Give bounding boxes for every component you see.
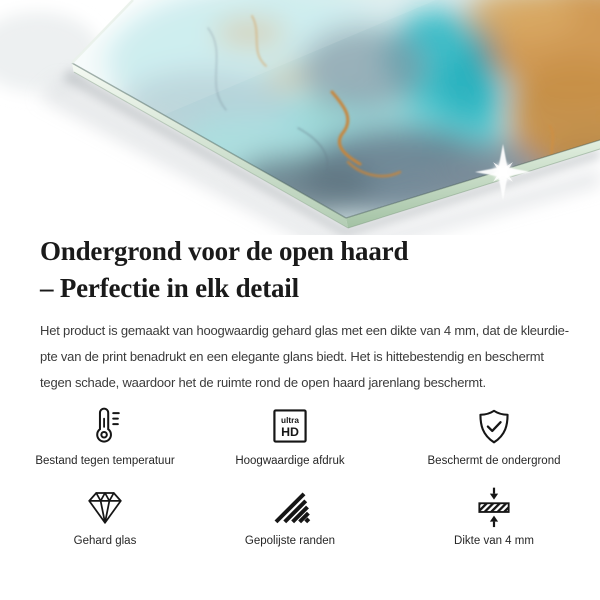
page-title-line2: – Perfectie in elk detail <box>40 273 299 303</box>
feature-label: Hoogwaardige afdruk <box>235 455 345 467</box>
svg-text:HD: HD <box>281 425 299 440</box>
glass-panel-artwork <box>0 0 600 235</box>
feature-polished-edges <box>195 484 385 547</box>
feature-label: Dikte van 4 mm <box>454 535 534 547</box>
product-photo <box>0 0 600 235</box>
shield-check-icon <box>473 398 515 448</box>
diamond-icon <box>83 484 127 528</box>
feature-thickness <box>399 484 589 547</box>
ultra-hd-icon <box>268 398 312 448</box>
feature-label: Bestand tegen temperatuur <box>35 455 175 467</box>
thickness-icon <box>472 484 516 528</box>
feature-temperature <box>10 398 200 467</box>
thermometer-icon <box>83 398 127 448</box>
feature-list <box>0 398 600 568</box>
product-description <box>40 318 580 396</box>
feature-print-quality <box>195 398 385 467</box>
polished-edges-icon <box>268 484 312 528</box>
feature-tempered-glass <box>10 484 200 547</box>
feature-label: Beschermt de ondergrond <box>427 455 561 467</box>
page-title <box>40 233 580 307</box>
feature-label: Gepolijste randen <box>244 535 336 547</box>
feature-protection <box>399 398 589 467</box>
feature-label: Gehard glas <box>73 535 137 547</box>
description-line: tegen schade, waardoor het de ruimte rond de open haard jarenlang beschermt. <box>40 375 486 390</box>
svg-text:ultra: ultra <box>281 415 299 425</box>
page-title-line1: Ondergrond voor de open haard <box>40 236 409 266</box>
description-line: Het product is gemaakt van hoogwaardig gehard glas met een dikte van 4 mm, dat de kleurdie- <box>40 323 569 338</box>
description-line: pte van de print benadrukt en een elegante glans biedt. Het is hittebestendig en beschermt <box>40 349 544 364</box>
